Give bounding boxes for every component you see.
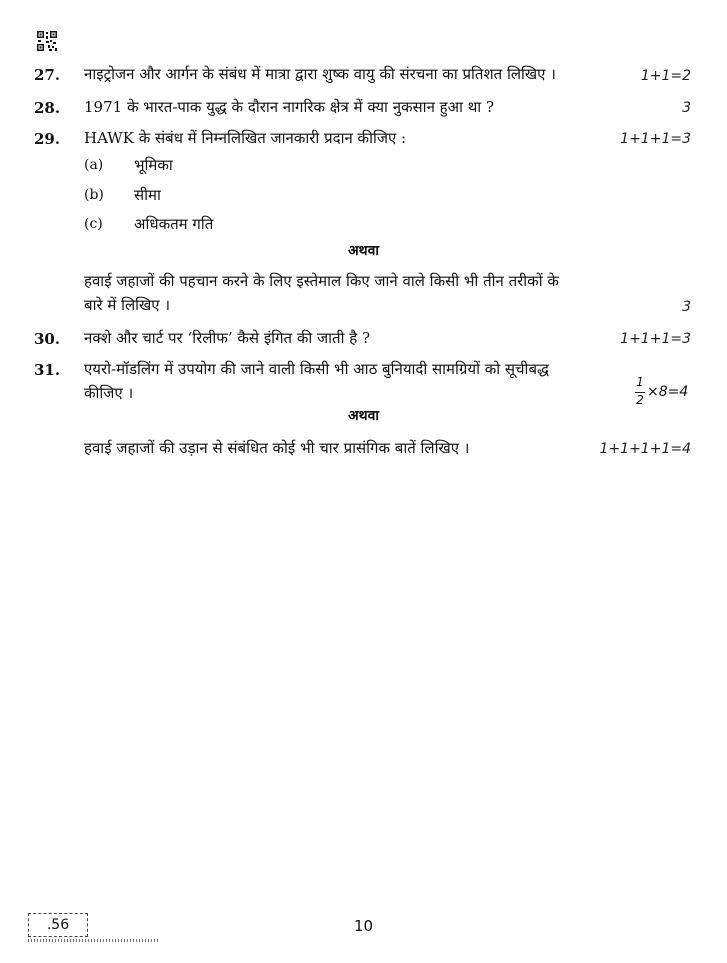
question-marks: 3: [682, 100, 691, 116]
option-label: (c): [84, 216, 103, 232]
option-label: (a): [84, 157, 104, 173]
question-number: 29.: [34, 130, 61, 148]
option-text: सीमा: [134, 186, 161, 204]
paper-code-box: .56: [28, 913, 88, 937]
question-number: 31.: [34, 361, 61, 379]
option-text: भूमिका: [134, 156, 173, 174]
question-number: 30.: [34, 330, 61, 348]
option-text: अधिकतम गति: [134, 215, 214, 233]
question-marks: 1+1+1=3: [620, 131, 691, 147]
alternative-question-text: हवाई जहाजों की पहचान करने के लिए इस्तेमाल किए जाने वाले किसी भी तीन तरीकों के: [84, 272, 559, 290]
alternative-question-text: हवाई जहाजों की उड़ान से संबंधित कोई भी चार प्रासंगिक बातें लिखिए ।: [84, 439, 470, 457]
question-text-continued: कीजिए ।: [84, 384, 134, 402]
alternative-question-text-continued: बारे में लिखिए ।: [84, 296, 171, 314]
question-number: 27.: [34, 66, 61, 84]
question-marks-fraction: 1 2 ×8=4: [636, 375, 689, 407]
or-divider: अथवा: [347, 243, 380, 259]
barcode-strip: [28, 939, 158, 942]
question-text: HAWK के संबंध में निम्नलिखित जानकारी प्रदान कीजिए :: [84, 129, 407, 147]
question-marks: 1+1=2: [640, 68, 691, 84]
or-divider: अथवा: [347, 408, 380, 424]
question-text: 1971 के भारत-पाक युद्ध के दौरान नागरिक क्षेत्र में क्या नुकसान हुआ था ?: [84, 98, 495, 116]
question-text: नक्शे और चार्ट पर ‘रिलीफ’ कैसे इंगित की जाती है ?: [84, 329, 371, 347]
alternative-question-marks: 1+1+1+1=4: [599, 441, 691, 457]
alternative-question-marks: 3: [682, 299, 691, 315]
question-text: एयरो-मॉडलिंग में उपयोग की जाने वाली किसी भी आठ बुनियादी सामग्रियों को सूचीबद्ध: [84, 360, 549, 378]
option-label: (b): [84, 187, 104, 203]
question-text: नाइट्रोजन और आर्गन के संबंध में मात्रा द्वारा शुष्क वायु की संरचना का प्रतिशत लिखिए ।: [84, 65, 556, 83]
qr-code-icon: [36, 30, 58, 52]
question-number: 28.: [34, 99, 61, 117]
page-number: 10: [353, 917, 374, 935]
question-marks: 1+1+1=3: [620, 331, 691, 347]
